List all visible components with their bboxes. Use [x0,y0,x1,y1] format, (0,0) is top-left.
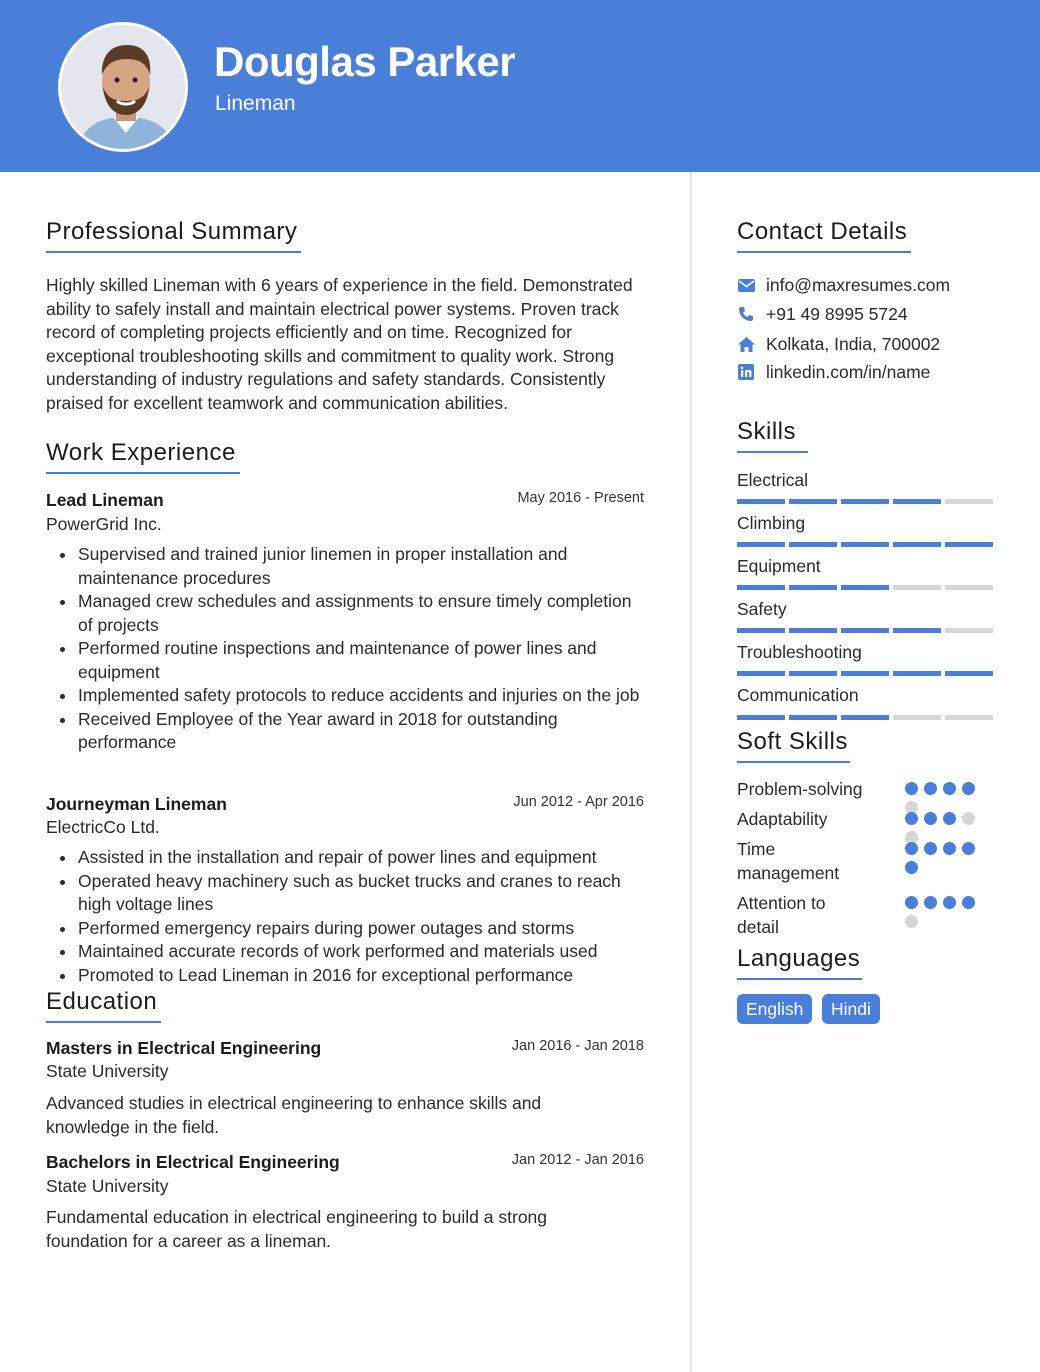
job-company: PowerGrid Inc. [46,514,162,534]
education-heading: Education [46,988,161,1023]
profile-photo [58,22,188,152]
contact-email[interactable] [737,273,950,297]
skill-label: Troubleshooting [737,642,862,662]
skill-bar-segment [945,671,993,676]
degree-title: Masters in Electrical Engineering [46,1038,322,1058]
job-bullets [78,543,648,755]
skills-heading: Skills [737,418,808,453]
job-bullet: Assisted in the installation and repair of power lines and equipment [78,846,648,870]
skill-bar [737,671,993,676]
skill-bar-segment [789,585,837,590]
job-bullet: Implemented safety protocols to reduce accidents and injuries on the job [78,684,648,708]
soft-skill-dot [943,842,956,855]
skill-bar-segment [841,715,889,720]
contact-linkedin[interactable] [737,360,930,384]
soft-skill-dot [943,896,956,909]
soft-skill-dot [924,896,937,909]
job-bullet: Performed emergency repairs during power outages and storms [78,917,648,941]
soft-skill-label: Attention to detail [737,893,826,937]
job-date: May 2016 - Present [517,490,644,506]
candidate-title: Lineman [215,92,296,115]
summary-text: Highly skilled Lineman with 6 years of experience in the field. Demonstrated ability to safely install and maintain electrical power systems. Proven track record of completing projects efficiently and on time. Recognized for exceptional troubleshooting skills and commitment to quality work. Strong understanding of industry regulations and safety standards. Consistently praised for excellent teamwork and communication abilities. [46,275,633,413]
skill-bar-segment [789,715,837,720]
linkedin-icon [737,363,755,381]
skill-bar-segment [789,671,837,676]
language-badge: Hindi [822,994,880,1024]
degree-description: Fundamental education in electrical engineering to build a strong foundation for a career as a lineman. [46,1207,548,1251]
languages-heading: Languages [737,945,862,980]
skill-bar-segment [841,671,889,676]
skill-bar-segment [841,628,889,633]
job-bullet: Promoted to Lead Lineman in 2016 for exceptional performance [78,964,648,988]
skill-bar-segment [841,585,889,590]
soft-skill-dot [905,782,918,795]
contact-heading: Contact Details [737,218,911,253]
column-divider [690,172,692,1372]
skill-bar-segment [945,499,993,504]
skill-bar [737,715,993,720]
soft-skill-dot [962,812,975,825]
job-bullet: Supervised and trained junior linemen in proper installation and maintenance procedures [78,543,648,590]
soft-skill-dot [905,812,918,825]
degree-title: Bachelors in Electrical Engineering [46,1152,340,1172]
degree-school: State University [46,1061,169,1081]
contact-phone[interactable] [737,302,908,326]
language-badge: English [737,994,812,1024]
job-bullet: Received Employee of the Year award in 2018 for outstanding performance [78,708,648,755]
skill-bar-segment [893,671,941,676]
skill-bar-segment [893,585,941,590]
skill-label: Safety [737,599,787,619]
candidate-name: Douglas Parker [214,38,516,85]
job-company: ElectricCo Ltd. [46,817,160,837]
header-banner [0,0,1040,172]
skill-bar [737,499,993,504]
degree-description: Advanced studies in electrical engineering to enhance skills and knowledge in the field. [46,1093,542,1137]
skill-bar-segment [737,715,785,720]
soft-skill-dot [943,812,956,825]
job-bullet: Maintained accurate records of work performed and materials used [78,940,648,964]
soft-skill-dot [962,842,975,855]
skill-bar [737,628,993,633]
soft-skill-dots [905,842,985,874]
skill-bar-segment [945,628,993,633]
email-text: info@maxresumes.com [766,274,951,295]
soft-skill-dot [943,782,956,795]
job-title: Journeyman Lineman [46,794,227,814]
skill-bar-segment [737,499,785,504]
skill-bar-segment [737,585,785,590]
linkedin-text: linkedin.com/in/name [766,361,931,382]
phone-icon [737,305,755,323]
skill-bar-segment [893,542,941,547]
skill-bar-segment [737,628,785,633]
soft-skill-dot [962,896,975,909]
skill-bar-segment [945,542,993,547]
degree-date: Jan 2016 - Jan 2018 [511,1038,644,1054]
skill-bar-segment [737,671,785,676]
location-text: Kolkata, India, 700002 [766,333,941,354]
soft-skills-heading: Soft Skills [737,728,850,763]
skill-bar-segment [737,542,785,547]
skill-bar [737,542,993,547]
contact-location [737,332,940,356]
degree-date: Jan 2012 - Jan 2016 [511,1152,644,1168]
soft-skill-dots [905,812,985,844]
soft-skill-dot [905,915,918,928]
job-bullet: Managed crew schedules and assignments to ensure timely completion of projects [78,590,648,637]
job-date: Jun 2012 - Apr 2016 [513,794,644,810]
skill-bar-segment [789,628,837,633]
soft-skill-dots [905,896,985,928]
skill-label: Climbing [737,513,806,533]
job-bullet: Performed routine inspections and maintenance of power lines and equipment [78,637,648,684]
home-icon [737,335,755,353]
soft-skill-dots [905,782,985,814]
soft-skill-label: Problem-solving [737,779,863,799]
job-bullet: Operated heavy machinery such as bucket trucks and cranes to reach high voltage lines [78,870,648,917]
soft-skill-dot [962,782,975,795]
skill-bar-segment [789,499,837,504]
experience-heading: Work Experience [46,439,240,474]
envelope-icon [737,276,755,294]
skill-label: Electrical [737,470,808,490]
degree-school: State University [46,1176,169,1196]
skill-bar-segment [841,542,889,547]
skill-bar-segment [789,542,837,547]
summary-heading: Professional Summary [46,218,301,253]
soft-skill-dot [905,861,918,874]
soft-skill-label: Time management [737,839,840,883]
soft-skill-dot [924,842,937,855]
job-title: Lead Lineman [46,490,164,510]
skill-bar-segment [945,715,993,720]
soft-skill-dot [924,782,937,795]
skill-bar-segment [945,585,993,590]
phone-text: +91 49 8995 5724 [766,303,908,324]
skill-label: Communication [737,685,859,705]
skill-bar-segment [893,499,941,504]
soft-skill-dot [905,896,918,909]
soft-skill-label: Adaptability [737,809,828,829]
soft-skill-dot [905,842,918,855]
job-bullets [78,846,648,987]
skill-bar-segment [893,715,941,720]
skill-bar [737,585,993,590]
skill-label: Equipment [737,556,821,576]
skill-bar-segment [893,628,941,633]
soft-skill-dot [924,812,937,825]
skill-bar-segment [841,499,889,504]
